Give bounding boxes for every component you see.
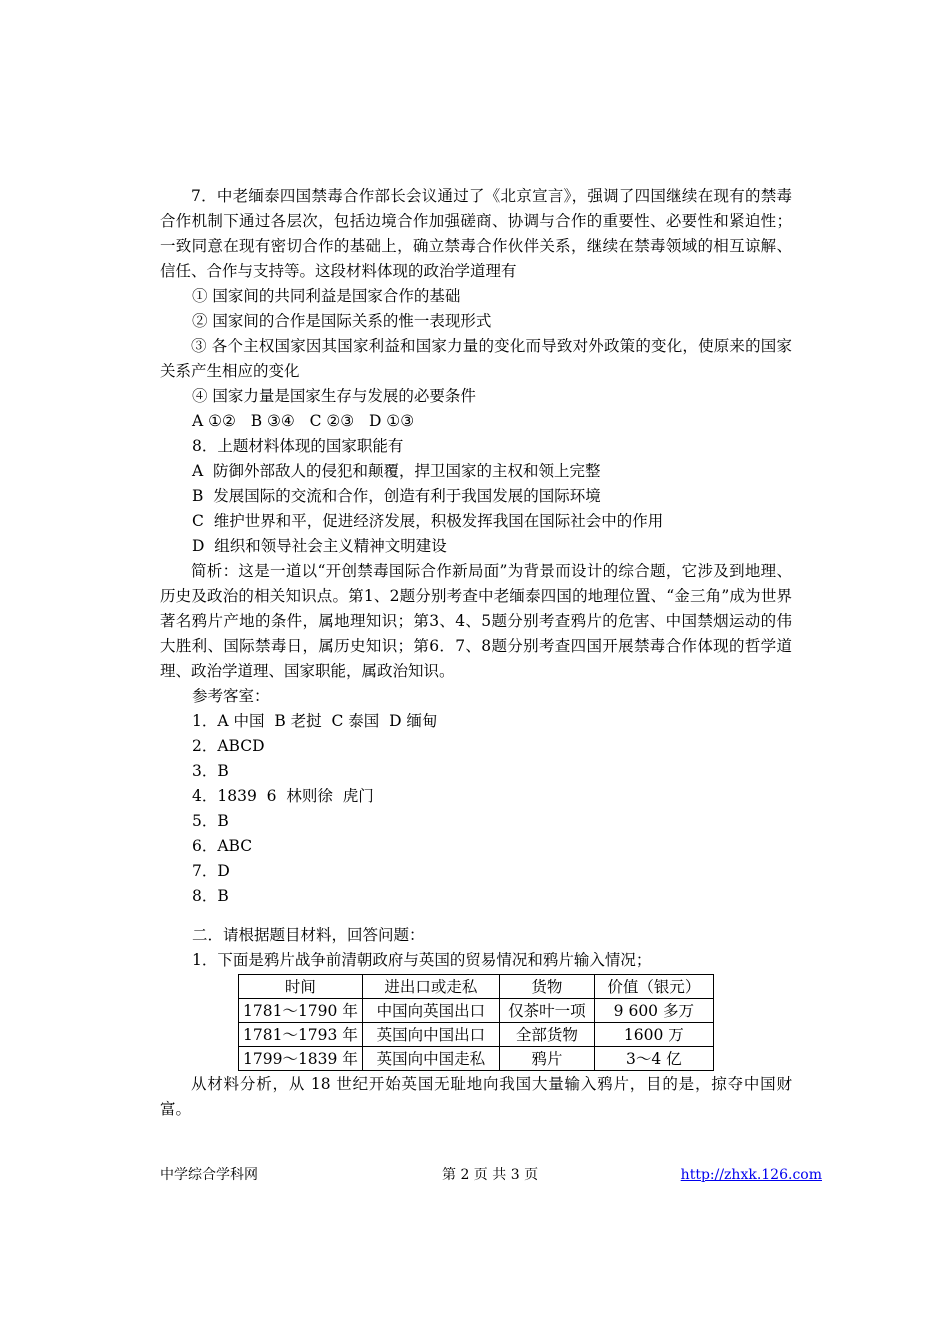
table-row	[239, 999, 714, 1023]
answer-item: 8．B	[192, 887, 229, 905]
section-2-question-1: 1．下面是鸦片战争前清朝政府与英国的贸易情况和鸦片输入情况；	[192, 951, 652, 969]
answer-item: 6．ABC	[192, 837, 253, 855]
table-header-cell: 进出口或走私	[362, 975, 499, 999]
answers-title: 参考客室：	[192, 687, 270, 705]
question-8-option-b: B 发展国际的交流和合作，创造有利于我国发展的国际环境	[192, 487, 601, 505]
question-7-option-4: ④ 国家力量是国家生存与发展的必要条件	[192, 387, 476, 405]
table-cell: 英国向中国出口	[362, 1023, 499, 1047]
table-header-row	[239, 975, 714, 999]
question-7-option-3: ③ 各个主权国家因其国家利益和国家力量的变化而导致对外政策的变化，使原来的国家关系产生相应的变化	[160, 337, 792, 380]
answer-item: 1．A 中国 B 老挝 C 泰国 D 缅甸	[192, 712, 438, 730]
section-spacer	[160, 909, 792, 923]
question-8-option-d: D 组织和领导社会主义精神文明建设	[192, 537, 447, 555]
table-cell: 1600 万	[594, 1023, 713, 1047]
table-cell: 全部货物	[499, 1023, 594, 1047]
table-cell: 3～4 亿	[594, 1047, 713, 1071]
table-cell: 1781～1793 年	[239, 1023, 363, 1047]
trade-table	[238, 974, 714, 1071]
question-8-option-a: A 防御外部敌人的侵犯和颠覆，捍卫国家的主权和领上完整	[192, 462, 601, 480]
question-7-stem: 7．中老缅泰四国禁毒合作部长会议通过了《北京宣言》，强调了四国继续在现有的禁毒合作机制下通过各层次，包括边境合作加强磋商、协调与合作的重要性、必要性和紧迫性；一致同意在现有密切合作的基础上，确立禁毒合作伙伴关系，继续在禁毒领域的相互谅解、信任、合作与支持等。这段材料体现的政治学道理有	[160, 187, 792, 280]
answer-item: 7．D	[192, 862, 230, 880]
table-header-cell: 时间	[239, 975, 363, 999]
analysis-paragraph: 简析：这是一道以“开创禁毒国际合作新局面”为背景而设计的综合题，它涉及到地理、历史及政治的相关知识点。第1、2题分别考查中老缅泰四国的地理位置、“金三角”成为世界著名鸦片产地的条件，属地理知识；第3、4、5题分别考查鸦片的危害、中国禁烟运动的伟大胜利、国际禁毒日，属历史知识；第6．7、8题分别考查四国开展禁毒合作体现的哲学道理、政治学道理、国家职能，属政治知识。	[160, 562, 792, 680]
footer-page-number: 第 2 页 共 3 页	[442, 1167, 539, 1183]
answer-item: 2．ABCD	[192, 737, 265, 755]
question-8-stem: 8．上题材料体现的国家职能有	[192, 437, 404, 455]
table-row	[239, 1023, 714, 1047]
table-cell: 9 600 多万	[594, 999, 713, 1023]
section-2-title: 二．请根据题目材料，回答问题：	[192, 926, 425, 944]
table-cell: 仅茶叶一项	[499, 999, 594, 1023]
question-7-choices: A ①② B ③④ C ②③ D ①③	[192, 412, 415, 430]
question-7-option-2: ② 国家间的合作是国际关系的惟一表现形式	[192, 312, 492, 330]
table-row	[239, 1047, 714, 1071]
table-cell: 1781～1790 年	[239, 999, 363, 1023]
question-7-option-1: ① 国家间的共同利益是国家合作的基础	[192, 287, 461, 305]
table-cell: 英国向中国走私	[362, 1047, 499, 1071]
footer-link[interactable]: http://zhxk.126.com	[680, 1167, 822, 1183]
answer-item: 3．B	[192, 762, 229, 780]
table-header-cell: 价值（银元）	[594, 975, 713, 999]
answer-item: 5．B	[192, 812, 229, 830]
section-2-conclusion: 从材料分析，从 18 世纪开始英国无耻地向我国大量输入鸦片，目的是，掠夺中国财富。	[160, 1075, 792, 1118]
page-footer	[160, 1164, 822, 1186]
table-header-cell: 货物	[499, 975, 594, 999]
footer-site-name: 中学综合学科网	[160, 1167, 258, 1183]
question-8-option-c: C 维护世界和平，促进经济发展，积极发挥我国在国际社会中的作用	[192, 512, 664, 530]
table-cell: 中国向英国出口	[362, 999, 499, 1023]
page-content	[160, 184, 792, 1122]
table-cell: 鸦片	[499, 1047, 594, 1071]
answer-item: 4．1839 6 林则徐 虎门	[192, 787, 374, 805]
table-cell: 1799～1839 年	[239, 1047, 363, 1071]
